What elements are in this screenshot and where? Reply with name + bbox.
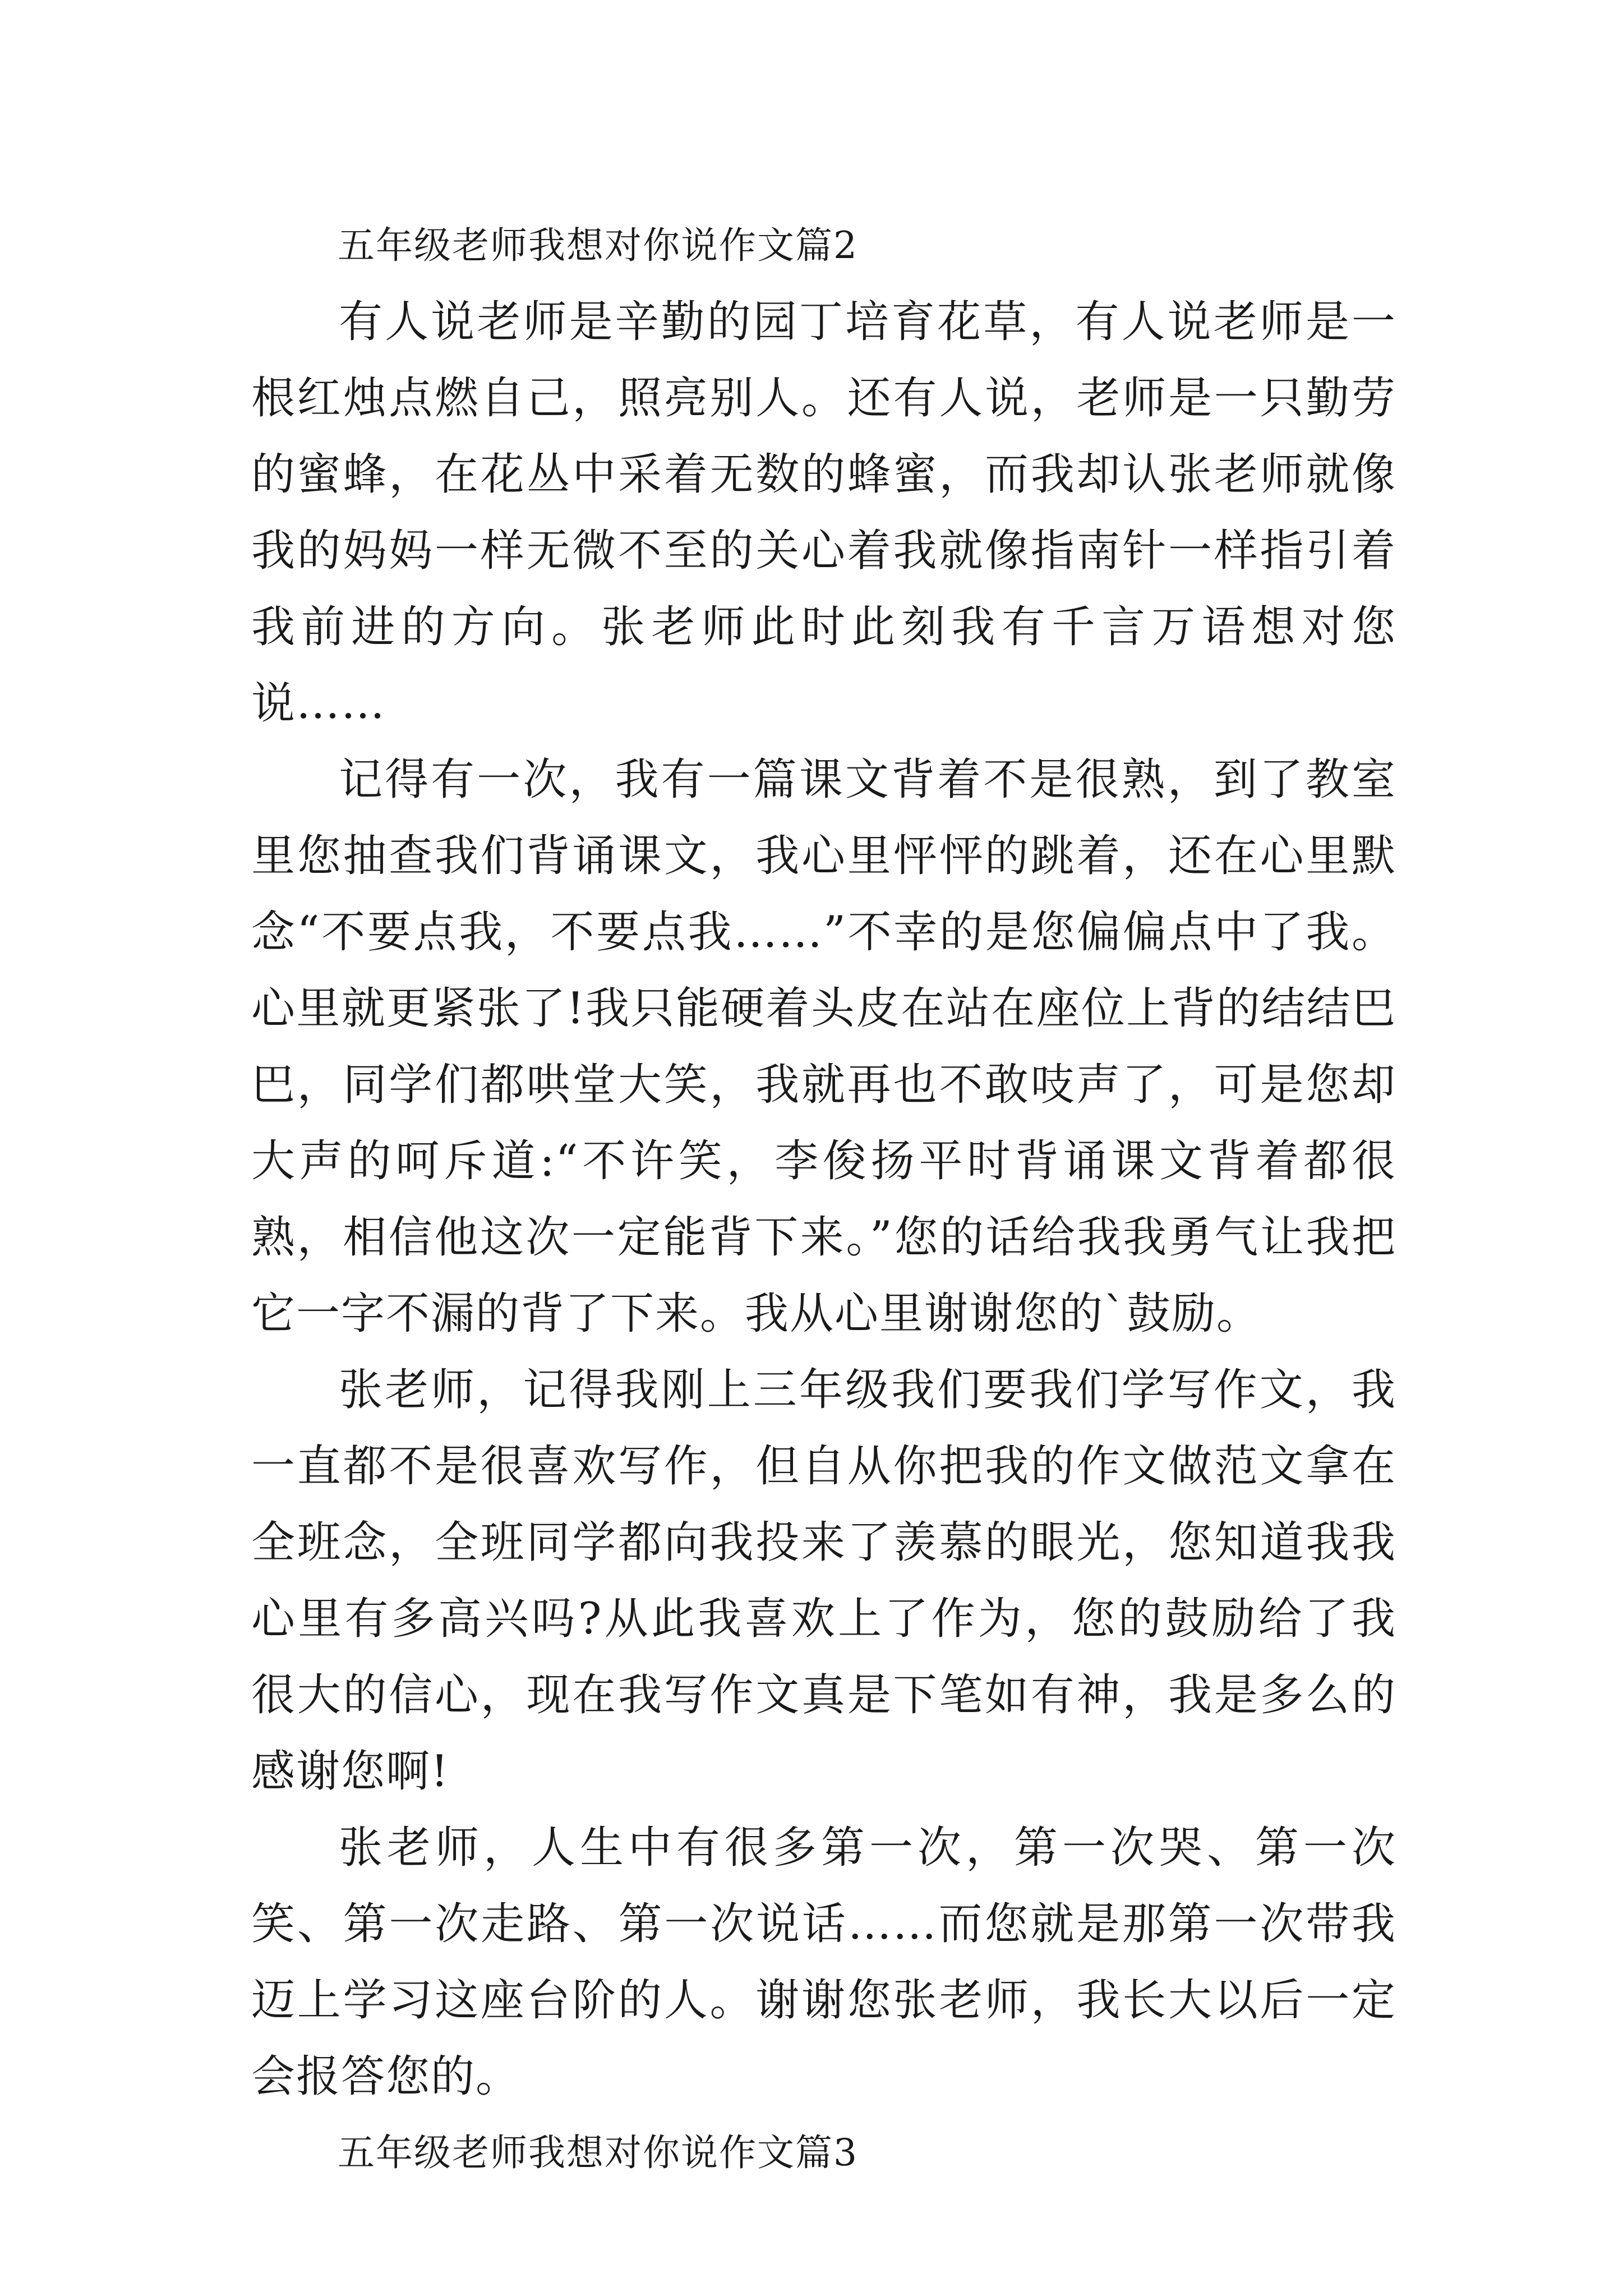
paragraph-2: 记得有一次，我有一篇课文背着不是很熟，到了教室里您抽查我们背诵课文，我心里怦怦的跳着，还在心里默念“不要点我，不要点我……”不幸的是您偏偏点中了我。心里就更紧张了!我只能硬着头皮在站在座位上背的结结巴巴，同学们都哄堂大笑，我就再也不敢吱声了，可是您却大声的呵斥道:“不许笑，李俊扬平时背诵课文背着都很熟，相信他这次一定能背下来。”您的话给我我勇气让我把它一字不漏的背了下来。我从心里谢谢您的`鼓励。: [251, 754, 1396, 1339]
paragraph-4: 张老师，人生中有很多第一次，第一次哭、第一次笑、第一次走路、第一次说话……而您就是那第一次带我迈上学习这座台阶的人。谢谢您张老师，我长大以后一定会报答您的。: [251, 1823, 1396, 2102]
document-body: [251, 208, 1396, 2191]
paragraph-1: 有人说老师是辛勤的园丁培育花草，有人说老师是一根红烛点燃自己，照亮别人。还有人说，老师是一只勤劳的蜜蜂，在花丛中采着无数的蜂蜜，而我却认张老师就像我的妈妈一样无微不至的关心着我就像指南针一样指引着我前进的方向。张老师此时此刻我有千言万语想对您说……: [251, 297, 1396, 729]
paragraph-3: 张老师，记得我刚上三年级我们要我们学写作文，我一直都不是很喜欢写作，但自从你把我的作文做范文拿在全班念，全班同学都向我投来了羡慕的眼光，您知道我我心里有多高兴吗?从此我喜欢上了作为，您的鼓励给了我很大的信心，现在我写作文真是下笔如有神，我是多么的感谢您啊!: [251, 1365, 1396, 1797]
section-heading-2: 五年级老师我想对你说作文篇2: [338, 224, 858, 267]
section-heading-3: 五年级老师我想对你说作文篇3: [338, 2131, 858, 2174]
